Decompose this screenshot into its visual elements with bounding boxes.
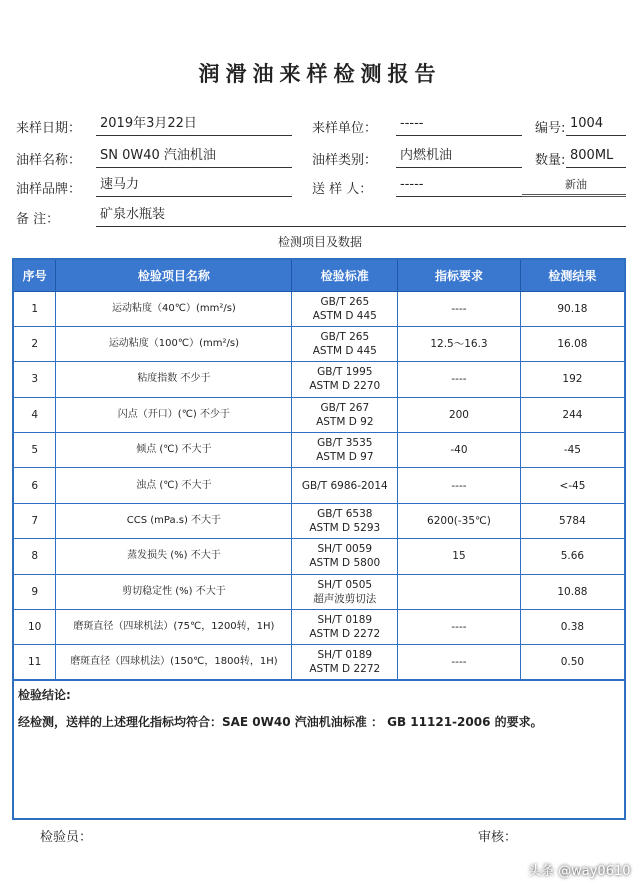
table-cell: 浊点 (℃) 不大于 xyxy=(56,468,292,503)
reviewer-label: 审核： xyxy=(478,830,518,845)
table-cell: 8 xyxy=(13,539,56,574)
table-cell: ---- xyxy=(398,291,521,326)
unit-label: 来样单位： xyxy=(312,121,378,136)
table-cell: 闪点（开口）(℃) 不少于 xyxy=(56,397,292,432)
table-cell: 运动粘度（100℃）(mm²/s) xyxy=(56,326,292,361)
section-title: 检测项目及数据 xyxy=(277,235,362,249)
table-cell: 192 xyxy=(520,362,625,397)
table-row xyxy=(13,539,625,574)
brand-label: 油样品牌： xyxy=(16,182,82,197)
table-cell: 15 xyxy=(398,539,521,574)
table-cell: 粘度指数 不少于 xyxy=(56,362,292,397)
table-cell: 5784 xyxy=(520,503,625,538)
table-row xyxy=(13,468,625,503)
brand-value: 速马力 xyxy=(96,175,292,197)
column-header: 检验项目名称 xyxy=(56,259,292,291)
table-cell: SH/T 0189 ASTM D 2272 xyxy=(292,610,398,645)
table-cell: 12.5～16.3 xyxy=(398,326,521,361)
table-cell: 运动粘度（40℃）(mm²/s) xyxy=(56,291,292,326)
table-cell: 200 xyxy=(398,397,521,432)
table-cell: 16.08 xyxy=(520,326,625,361)
table-cell: ---- xyxy=(398,610,521,645)
table-cell: CCS (mPa.s) 不大于 xyxy=(56,503,292,538)
table-cell: <-45 xyxy=(520,468,625,503)
table-row xyxy=(13,433,625,468)
table-cell: ---- xyxy=(398,362,521,397)
table-cell: 10 xyxy=(13,610,56,645)
date-label: 来样日期： xyxy=(16,121,82,136)
name-label: 油样名称： xyxy=(16,153,82,168)
table-row xyxy=(13,574,625,609)
table-cell: 11 xyxy=(13,645,56,680)
date-value: 2019年3月22日 xyxy=(96,114,292,136)
table-cell: 3 xyxy=(13,362,56,397)
test-table xyxy=(12,258,626,681)
table-cell: 磨斑直径（四球机法）(75℃，1200转，1H) xyxy=(56,610,292,645)
type-label: 油样类别： xyxy=(312,153,378,168)
table-row xyxy=(13,326,625,361)
note-label: 备 注： xyxy=(16,212,60,227)
sender-value: ----- xyxy=(396,175,522,197)
qty-value: 800ML xyxy=(566,146,626,168)
table-cell: 剪切稳定性 (%) 不大于 xyxy=(56,574,292,609)
table-row xyxy=(13,291,625,326)
table-cell: 磨斑直径（四球机法）(150℃，1800转，1H) xyxy=(56,645,292,680)
table-cell: 0.50 xyxy=(520,645,625,680)
table-cell: 4 xyxy=(13,397,56,432)
table-cell: GB/T 6986-2014 xyxy=(292,468,398,503)
table-cell: SH/T 0505 超声波剪切法 xyxy=(292,574,398,609)
table-cell: GB/T 1995 ASTM D 2270 xyxy=(292,362,398,397)
table-cell: 10.88 xyxy=(520,574,625,609)
table-row xyxy=(13,397,625,432)
table-cell: 7 xyxy=(13,503,56,538)
table-row xyxy=(13,362,625,397)
report-title: 润滑油来样检测报告 xyxy=(198,61,442,86)
table-cell: 6 xyxy=(13,468,56,503)
no-value: 1004 xyxy=(566,114,626,136)
note-value: 矿泉水瓶装 xyxy=(96,205,626,227)
table-cell: SH/T 0059 ASTM D 5800 xyxy=(292,539,398,574)
table-cell: -45 xyxy=(520,433,625,468)
conclusion-box xyxy=(12,680,626,820)
table-cell: 1 xyxy=(13,291,56,326)
conclusion-label: 检验结论: xyxy=(18,688,71,702)
table-cell: 5 xyxy=(13,433,56,468)
qty-label: 数量: xyxy=(535,153,566,168)
table-cell: GB/T 3535 ASTM D 97 xyxy=(292,433,398,468)
sender-label: 送 样 人： xyxy=(312,182,373,197)
inspector-label: 检验员： xyxy=(40,830,93,845)
table-cell: 244 xyxy=(520,397,625,432)
column-header: 检测结果 xyxy=(520,259,625,291)
type-value: 内燃机油 xyxy=(396,146,522,168)
table-cell: -40 xyxy=(398,433,521,468)
unit-value: ----- xyxy=(396,114,522,136)
column-header: 指标要求 xyxy=(398,259,521,291)
conclusion-text: 经检测，送样的上述理化指标均符合：SAE 0W40 汽油机油标准 ： GB 11121-2006 的要求。 xyxy=(18,715,543,729)
table-cell: 5.66 xyxy=(520,539,625,574)
no-label: 编号: xyxy=(535,121,566,136)
table-cell: GB/T 267 ASTM D 92 xyxy=(292,397,398,432)
table-row xyxy=(13,610,625,645)
column-header: 检验标准 xyxy=(292,259,398,291)
table-cell: 9 xyxy=(13,574,56,609)
table-cell: 蒸发损失 (%) 不大于 xyxy=(56,539,292,574)
table-cell: 90.18 xyxy=(520,291,625,326)
table-cell: 6200(-35℃) xyxy=(398,503,521,538)
table-cell: ---- xyxy=(398,645,521,680)
table-cell: 2 xyxy=(13,326,56,361)
table-cell: GB/T 265 ASTM D 445 xyxy=(292,326,398,361)
table-cell: GB/T 6538 ASTM D 5293 xyxy=(292,503,398,538)
state-value: 新油 xyxy=(522,175,626,197)
table-cell: SH/T 0189 ASTM D 2272 xyxy=(292,645,398,680)
table-row xyxy=(13,503,625,538)
name-value: SN 0W40 汽油机油 xyxy=(96,146,292,168)
table-cell xyxy=(398,574,521,609)
table-cell: ---- xyxy=(398,468,521,503)
table-cell: GB/T 265 ASTM D 445 xyxy=(292,291,398,326)
table-cell: 倾点 (℃) 不大于 xyxy=(56,433,292,468)
watermark: 头条 @way0610 xyxy=(528,864,631,879)
table-cell: 0.38 xyxy=(520,610,625,645)
column-header: 序号 xyxy=(13,259,56,291)
table-row xyxy=(13,645,625,680)
